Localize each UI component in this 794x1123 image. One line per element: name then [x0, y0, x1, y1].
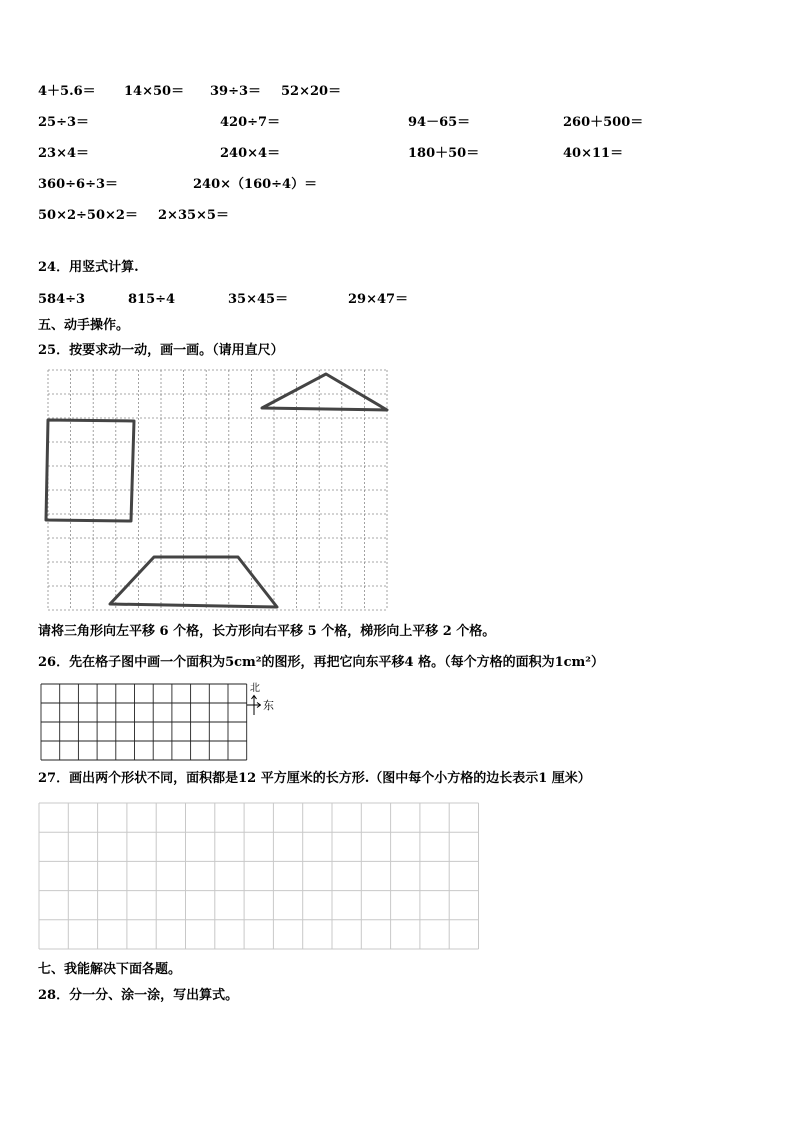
- arith-2-3: 94－65＝: [408, 115, 471, 130]
- arith-1-1: 4＋5.6＝: [38, 84, 96, 99]
- arith-3-4: 40×11＝: [563, 146, 624, 161]
- q24-item-3: 35×45＝: [228, 292, 289, 307]
- compass-north-label: 北: [250, 683, 260, 694]
- arith-2-1: 25÷3＝: [38, 115, 90, 130]
- arith-1-4: 52×20＝: [281, 84, 342, 99]
- q28-title: 28．分一分、涂一涂，写出算式。: [38, 988, 239, 1003]
- q26-title: 26．先在格子图中画一个面积为5cm²的图形，再把它向东平移4 格。（每个方格的面积为1cm²）: [38, 655, 604, 670]
- arith-3-3: 180＋50＝: [408, 146, 480, 161]
- arith-3-1: 23×4＝: [38, 146, 90, 161]
- q26-grid: [40, 683, 248, 761]
- triangle-shape: [262, 374, 387, 410]
- q27-title: 27．画出两个形状不同，面积都是12 平方厘米的长方形.（图中每个小方格的边长表示1 厘米）: [38, 771, 591, 786]
- section-5-heading: 五、动手操作。: [38, 318, 130, 333]
- arith-1-3: 39÷3＝: [210, 84, 262, 99]
- q24-item-2: 815÷4: [128, 292, 176, 307]
- arith-3-2: 240×4＝: [220, 146, 281, 161]
- q27-grid: [38, 802, 480, 950]
- arith-2-4: 260＋500＝: [563, 115, 644, 130]
- q24-title: 24．用竖式计算.: [38, 260, 139, 275]
- rectangle-shape: [46, 420, 134, 521]
- arith-4-2: 240×（160÷4）＝: [193, 177, 318, 192]
- q25-instruction: 请将三角形向左平移 6 个格，长方形向右平移 5 个格，梯形向上平移 2 个格。: [38, 624, 496, 639]
- section-7-heading: 七、我能解决下面各题。: [38, 962, 182, 977]
- q24-item-1: 584÷3: [38, 292, 86, 307]
- q24-item-4: 29×47＝: [348, 292, 409, 307]
- arith-4-1: 360÷6÷3＝: [38, 177, 119, 192]
- q25-title: 25．按要求动一动，画一画。（请用直尺）: [38, 343, 284, 358]
- arith-5-1: 50×2÷50×2＝: [38, 208, 138, 223]
- arith-1-2: 14×50＝: [124, 84, 185, 99]
- q25-grid-figure: [40, 365, 396, 615]
- compass-east-label: 东: [263, 699, 274, 712]
- arith-5-2: 2×35×5＝: [158, 208, 229, 223]
- compass-arrow-icon: [247, 694, 261, 716]
- arith-2-2: 420÷7＝: [220, 115, 281, 130]
- trapezoid-shape: [110, 557, 277, 607]
